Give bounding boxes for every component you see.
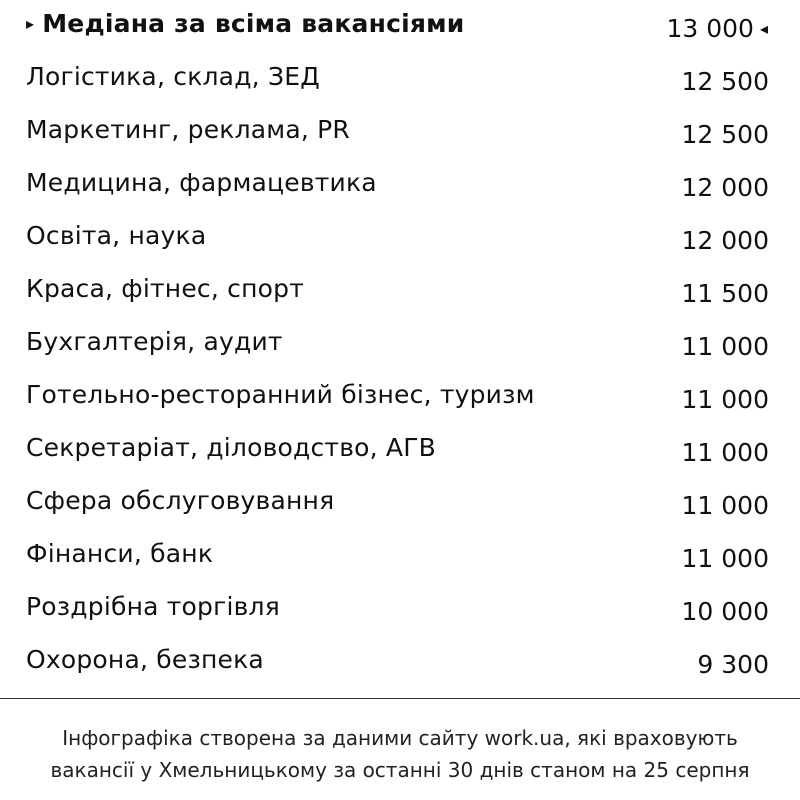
list-item: [0, 106, 800, 159]
category-label: Охорона, безпека: [26, 645, 264, 674]
median-label-text: Медіана за всіма вакансіями: [42, 9, 465, 38]
list-item: [0, 530, 800, 583]
list-item: [0, 424, 800, 477]
category-label: Маркетинг, реклама, PR: [26, 115, 350, 144]
list-item: [0, 318, 800, 371]
salary-value: 10 000: [681, 597, 769, 626]
footer-divider: [0, 698, 800, 699]
list-item: [0, 212, 800, 265]
salary-value: 11 000: [681, 438, 769, 467]
salary-value: 12 000: [681, 173, 769, 202]
footer-line-2: вакансії у Хмельницькому за останні 30 днів станом на 25 серпня: [50, 758, 750, 782]
salary-value: 11 000: [681, 332, 769, 361]
list-item: [0, 636, 800, 689]
salary-value: 11 000: [681, 385, 769, 414]
list-item: [0, 371, 800, 424]
salary-value: 12 000: [681, 226, 769, 255]
category-label: Фінанси, банк: [26, 539, 214, 568]
category-label: Освіта, наука: [26, 221, 207, 250]
median-label: [26, 9, 464, 39]
median-value-text: 13 000: [666, 14, 754, 43]
triangle-left-icon: ◂: [759, 19, 768, 38]
footer-note: [0, 722, 800, 786]
median-row: [0, 0, 800, 53]
category-label: Логістика, склад, ЗЕД: [26, 62, 320, 91]
salary-value: 9 300: [697, 650, 769, 679]
category-label: Роздрібна торгівля: [26, 592, 280, 621]
list-item: [0, 159, 800, 212]
salary-value: 11 500: [681, 279, 769, 308]
category-label: Сфера обслуговування: [26, 486, 335, 515]
list-item: [0, 583, 800, 636]
list-item: [0, 477, 800, 530]
category-label: Бухгалтерія, аудит: [26, 327, 283, 356]
triangle-right-icon: ▸: [26, 14, 35, 33]
category-label: Секретаріат, діловодство, АГВ: [26, 433, 437, 462]
median-value: [666, 14, 768, 44]
category-label: Готельно-ресторанний бізнес, туризм: [26, 380, 535, 409]
salary-value: 12 500: [681, 120, 769, 149]
category-label: Медицина, фармацевтика: [26, 168, 377, 197]
footer-line-1: Інфографіка створена за даними сайту work.ua, які враховують: [62, 726, 738, 750]
salary-value: 11 000: [681, 544, 769, 573]
list-item: [0, 53, 800, 106]
salary-value: 12 500: [681, 67, 769, 96]
list-item: [0, 265, 800, 318]
salary-value: 11 000: [681, 491, 769, 520]
category-label: Краса, фітнес, спорт: [26, 274, 304, 303]
